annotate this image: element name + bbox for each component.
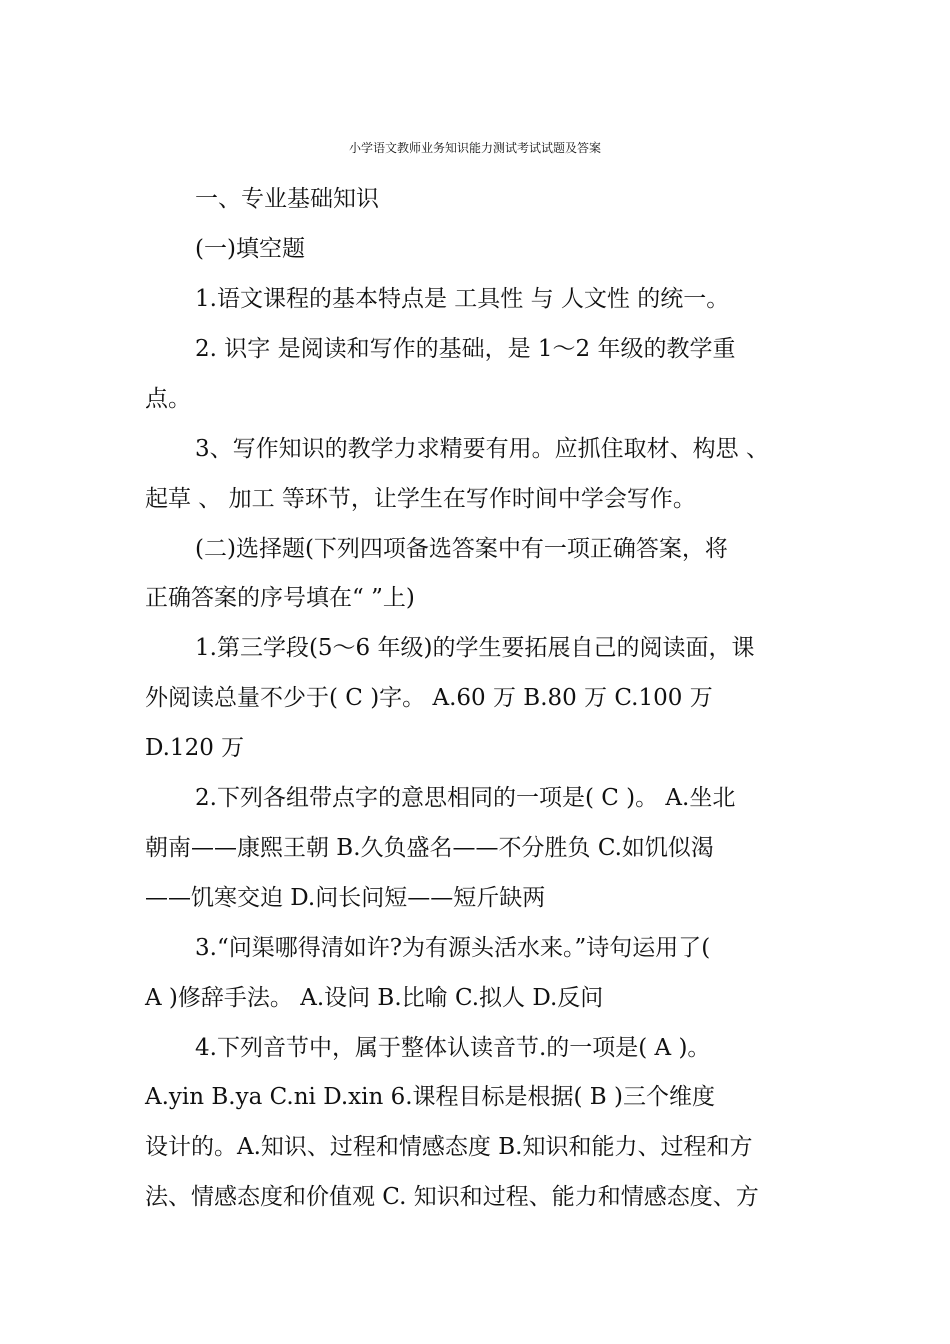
paragraph-line: 3.“问渠哪得清如许?为有源头活水来。”诗句运用了( <box>195 935 711 961</box>
paragraph-line: 4.下列音节中，属于整体认读音节.的一项是( A )。 <box>195 1035 711 1061</box>
paragraph-line: A )修辞手法。 A.设问 B.比喻 C.拟人 D.反问 <box>145 985 604 1011</box>
paragraph-line: 朝南——康熙王朝 B.久负盛名——不分胜负 C.如饥似渴 <box>145 835 714 861</box>
paragraph-line: D.120 万 <box>145 735 245 761</box>
paragraph-line: 1.语文课程的基本特点是 工具性 与 人文性 的统一。 <box>195 286 730 312</box>
paragraph-line: 2.下列各组带点字的意思相同的一项是( C )。 A.坐北 <box>195 785 736 811</box>
paragraph-line: 点。 <box>145 386 191 412</box>
subsection-heading: (一)填空题 <box>195 236 305 262</box>
paragraph-line: 1.第三学段(5～6 年级)的学生要拓展自己的阅读面，课 <box>195 635 755 661</box>
section-heading: 一、专业基础知识 <box>195 186 379 212</box>
paragraph-line: A.yin B.ya C.ni D.xin 6.课程目标是根据( B )三个维度 <box>145 1084 715 1110</box>
paragraph-line: ——饥寒交迫 D.问长问短——短斤缺两 <box>145 885 546 911</box>
subsection-heading: (二)选择题(下列四项备选答案中有一项正确答案，将 <box>195 536 728 562</box>
paragraph-line: 正确答案的序号填在“ ”上) <box>145 585 415 611</box>
paragraph-line: 法、情感态度和价值观 C. 知识和过程、能力和情感态度、方 <box>145 1184 759 1210</box>
document-title: 小学语文教师业务知识能力测试考试试题及答案 <box>348 141 601 155</box>
paragraph-line: 2. 识字 是阅读和写作的基础，是 1～2 年级的教学重 <box>195 336 736 362</box>
paragraph-line: 3、写作知识的教学力求精要有用。应抓住取材、构思 、 <box>195 436 769 462</box>
paragraph-line: 起草 、 加工 等环节，让学生在写作时间中学会写作。 <box>145 486 696 512</box>
paragraph-line: 外阅读总量不少于( C )字。 A.60 万 B.80 万 C.100 万 <box>145 685 713 711</box>
paragraph-line: 设计的。A.知识、过程和情感态度 B.知识和能力、过程和方 <box>145 1134 753 1160</box>
